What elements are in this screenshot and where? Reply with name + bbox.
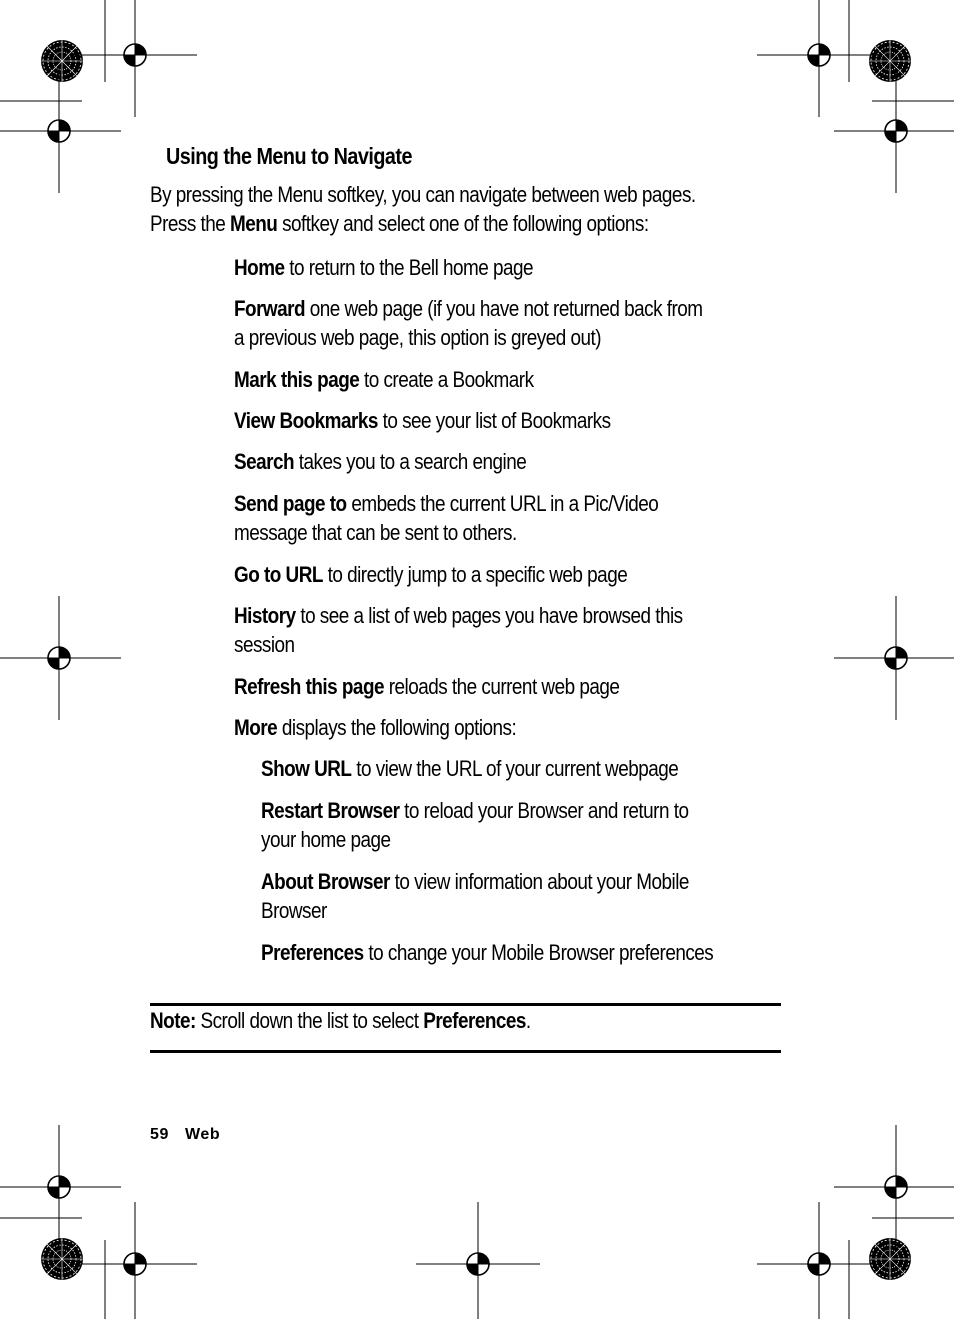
option-description: to view information about your Mobile [389, 869, 689, 894]
option-description: embeds the current URL in a Pic/Video [346, 491, 659, 516]
option-description: to see a list of web pages you have browsed this [295, 603, 683, 628]
list-item [234, 294, 703, 352]
option-name: Send page to [234, 491, 347, 516]
option-description: displays the following options: [277, 715, 517, 740]
option-description: reloads the current web page [383, 674, 620, 699]
sub-list-item [261, 796, 688, 854]
sub-list-item [261, 867, 689, 925]
option-name: Preferences [261, 940, 364, 965]
intro-bold-term: Menu [230, 211, 278, 236]
option-description-cont: Browser [261, 898, 327, 923]
section-heading: Using the Menu to Navigate [166, 143, 412, 169]
option-name: Forward [234, 296, 306, 321]
intro-line-2 [150, 209, 696, 238]
footer-section-name: Web [185, 1126, 221, 1143]
option-name: Go to URL [234, 562, 323, 587]
note-text: Scroll down the list to select [195, 1008, 424, 1033]
note-label: Note: [150, 1008, 196, 1033]
note-bold-term: Preferences [423, 1008, 526, 1033]
option-description: to see your list of Bookmarks [377, 408, 611, 433]
option-description-cont: your home page [261, 827, 391, 852]
list-item [234, 601, 683, 659]
list-item [234, 713, 516, 742]
list-item [234, 489, 658, 547]
intro-text: softkey and select one of the following options: [277, 211, 649, 236]
page-footer [150, 1126, 220, 1144]
option-name: About Browser [261, 869, 390, 894]
option-description: to change your Mobile Browser preferences [363, 940, 714, 965]
list-item [234, 447, 526, 476]
option-name: History [234, 603, 296, 628]
sub-list-item [261, 938, 713, 967]
intro-paragraph [150, 180, 696, 238]
intro-text: Press the [150, 211, 231, 236]
list-item [234, 560, 627, 589]
option-description: to view the URL of your current webpage [351, 756, 679, 781]
option-description: to return to the Bell home page [284, 255, 534, 280]
list-item [234, 672, 619, 701]
option-description-cont: message that can be sent to others. [234, 520, 517, 545]
option-name: View Bookmarks [234, 408, 378, 433]
option-name: Mark this page [234, 367, 360, 392]
note-text-end: . [525, 1008, 531, 1033]
option-name: Home [234, 255, 285, 280]
option-name: Restart Browser [261, 798, 400, 823]
option-description: takes you to a search engine [294, 449, 527, 474]
option-name: More [234, 715, 278, 740]
option-name: Refresh this page [234, 674, 384, 699]
note-box [150, 1006, 531, 1035]
sub-list-item [261, 754, 678, 783]
option-description: one web page (if you have not returned back from [305, 296, 703, 321]
note-bottom-rule [150, 1050, 781, 1053]
option-name: Show URL [261, 756, 352, 781]
option-description: to create a Bookmark [359, 367, 534, 392]
option-description-cont: session [234, 632, 295, 657]
list-item [234, 406, 611, 435]
option-description: to reload your Browser and return to [399, 798, 689, 823]
list-item [234, 365, 534, 394]
list-item [234, 253, 533, 282]
option-name: Search [234, 449, 295, 474]
option-description: to directly jump to a specific web page [322, 562, 628, 587]
page-number: 59 [150, 1126, 169, 1143]
option-description-cont: a previous web page, this option is greyed out) [234, 325, 602, 350]
intro-line-1: By pressing the Menu softkey, you can navigate between web pages. [150, 182, 696, 207]
